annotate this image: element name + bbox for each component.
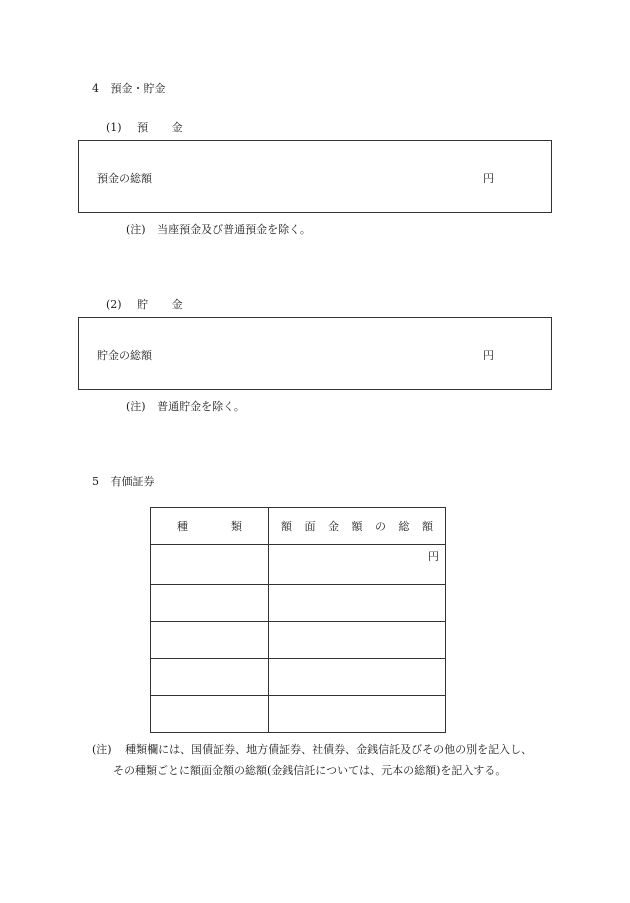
section-5-title: 有価証券	[110, 475, 155, 488]
securities-table	[150, 507, 446, 733]
securities-note-marker: (注)	[92, 743, 112, 756]
table-row	[151, 659, 446, 696]
section-4-title: 預金・貯金	[110, 82, 166, 95]
savings-note	[126, 398, 245, 414]
deposits-heading	[106, 119, 183, 135]
savings-title-char-2: 金	[171, 298, 183, 311]
table-row	[151, 585, 446, 622]
table-row	[151, 696, 446, 733]
savings-title-char-1: 貯	[137, 298, 149, 311]
amount-cell[interactable]	[269, 659, 446, 696]
kind-cell[interactable]	[151, 659, 269, 696]
section-5-heading	[92, 473, 155, 489]
amount-cell[interactable]	[269, 585, 446, 622]
savings-total-box[interactable]	[78, 317, 552, 390]
header-kind	[151, 508, 269, 545]
securities-table-header-row	[151, 508, 446, 545]
deposits-title-char-1: 預	[137, 121, 149, 134]
header-amount-char: 額	[281, 520, 292, 533]
section-4-number: 4	[92, 82, 99, 95]
header-face-amount	[269, 508, 446, 545]
header-amount-char: 面	[304, 520, 316, 533]
amount-cell[interactable]	[269, 545, 446, 585]
deposits-total-label: 預金の総額	[97, 172, 152, 185]
header-amount-char: 総	[398, 520, 410, 533]
deposits-note-text: 当座預金及び普通預金を除く。	[157, 223, 311, 236]
table-row	[151, 622, 446, 659]
kind-cell[interactable]	[151, 696, 269, 733]
section-5-number: 5	[92, 475, 99, 488]
header-amount-char: 額	[422, 520, 433, 533]
savings-heading	[106, 296, 183, 312]
kind-cell[interactable]	[151, 622, 269, 659]
securities-note-text-1: 種類欄には、国債証券、地方債証券、社債券、金銭信託及びその他の別を記入し、	[125, 743, 533, 756]
amount-cell[interactable]	[269, 622, 446, 659]
securities-note-text-2: その種類ごとに額面金額の総額(金銭信託については、元本の総額)を記入する。	[113, 764, 507, 777]
amount-cell[interactable]	[269, 696, 446, 733]
kind-cell[interactable]	[151, 585, 269, 622]
kind-cell[interactable]	[151, 545, 269, 585]
amount-unit: 円	[428, 550, 439, 563]
deposits-title-char-2: 金	[171, 121, 183, 134]
header-kind-char: 類	[231, 520, 242, 533]
header-amount-char: の	[375, 520, 386, 533]
deposits-note-marker: (注)	[126, 223, 146, 236]
deposits-note	[126, 221, 311, 237]
header-amount-char: 額	[351, 520, 363, 533]
savings-note-marker: (注)	[126, 400, 146, 413]
section-4-heading	[92, 80, 166, 96]
savings-total-label: 貯金の総額	[97, 349, 152, 362]
deposits-number: (1)	[106, 121, 122, 134]
savings-total-unit: 円	[483, 349, 494, 362]
header-amount-char: 金	[328, 520, 339, 533]
savings-number: (2)	[106, 298, 122, 311]
header-kind-char: 種	[177, 520, 188, 533]
deposits-total-box[interactable]	[78, 140, 552, 213]
securities-note-line-1	[92, 741, 532, 757]
deposits-total-unit: 円	[483, 172, 494, 185]
table-row	[151, 545, 446, 585]
savings-note-text: 普通貯金を除く。	[157, 400, 245, 413]
securities-note-line-2	[113, 762, 506, 778]
